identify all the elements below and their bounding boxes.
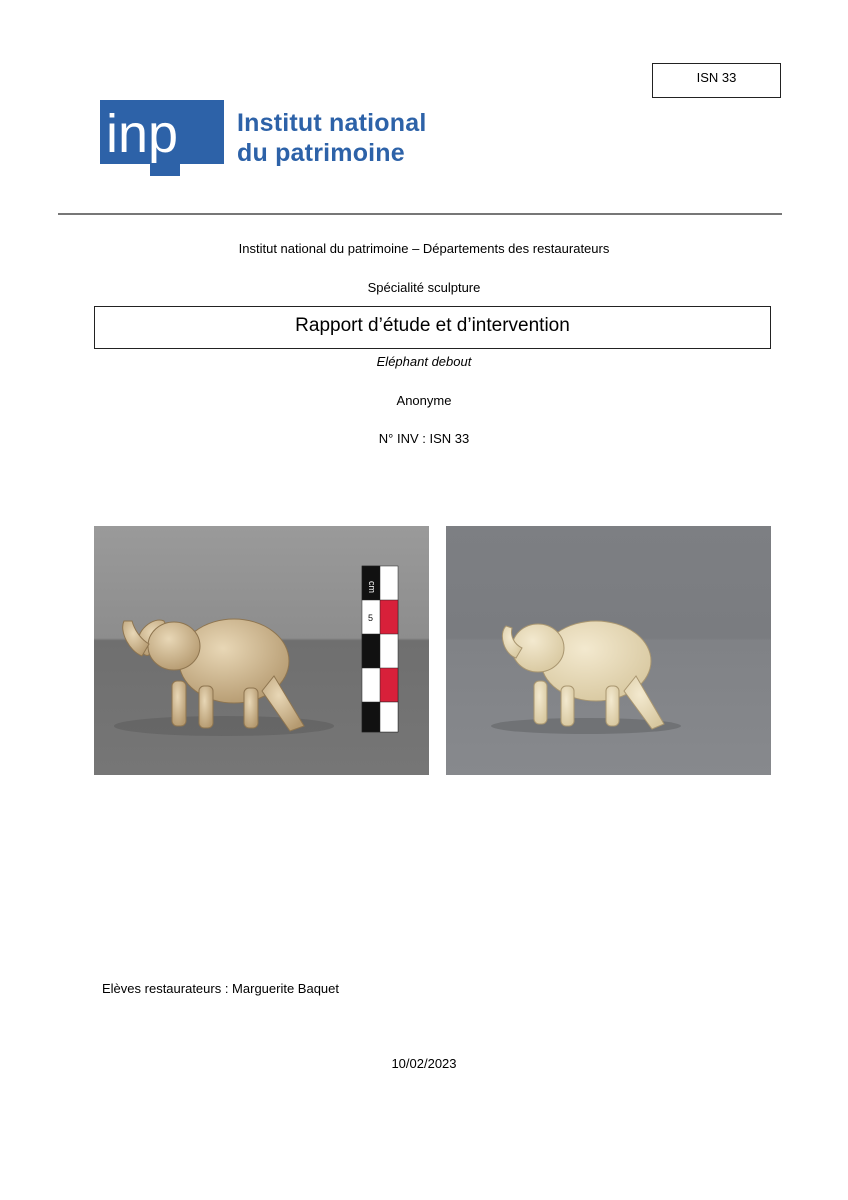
header-divider xyxy=(58,213,782,215)
reference-label: ISN 33 xyxy=(696,70,737,85)
svg-text:inp: inp xyxy=(106,104,179,164)
elephant-with-scale-photo xyxy=(94,526,429,775)
logo-wordmark xyxy=(237,108,427,168)
scale-bar xyxy=(362,566,398,732)
author-line: Anonyme xyxy=(396,393,452,408)
object-name: Eléphant debout xyxy=(376,354,472,369)
logo-line-2: du patrimoine xyxy=(237,139,405,167)
logo-line-1: Institut national xyxy=(237,109,427,137)
elephant-photo xyxy=(446,526,771,775)
report-title: Rapport d’étude et d’intervention xyxy=(295,315,570,336)
inventory-line: N° INV : ISN 33 xyxy=(378,431,470,446)
specialty-line: Spécialité sculpture xyxy=(367,280,481,295)
date-line: 10/02/2023 xyxy=(391,1056,457,1071)
institution-line: Institut national du patrimoine – Départements des restaurateurs xyxy=(238,241,610,256)
scale-mark: 5 xyxy=(368,613,374,623)
students-line: Elèves restaurateurs : Marguerite Baquet xyxy=(102,981,340,996)
reference-box xyxy=(652,63,781,98)
title-box xyxy=(94,306,771,349)
scale-unit: cm xyxy=(367,581,377,593)
